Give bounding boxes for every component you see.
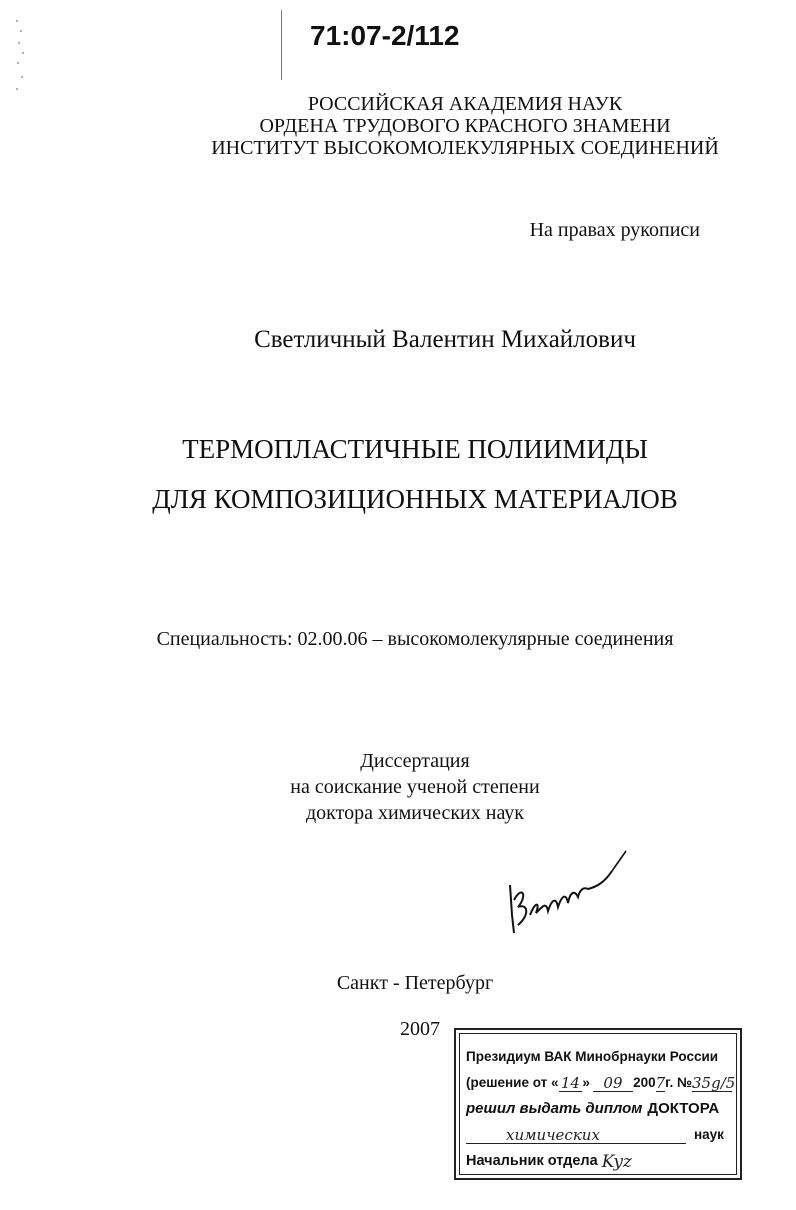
degree-line: Диссертация xyxy=(360,750,470,772)
manuscript-rights-note: На правах рукописи xyxy=(529,219,700,241)
stamp-degree-level: ДОКТОРА xyxy=(647,1100,720,1117)
title-line: ТЕРМОПЛАСТИЧНЫЕ ПОЛИИМИДЫ xyxy=(182,434,648,464)
stamp-year-digit: 7 xyxy=(655,1074,666,1092)
stamp-sciences-label: наук xyxy=(694,1127,724,1142)
stamp-award-line xyxy=(466,1092,732,1118)
stamp-number-label: г. № xyxy=(665,1075,692,1090)
author-name: Светличный Валентин Михайлович xyxy=(254,326,636,353)
organization-line: ОРДЕНА ТРУДОВОГО КРАСНОГО ЗНАМЕНИ xyxy=(259,115,671,137)
dissertation-title xyxy=(100,424,730,524)
stamp-year-prefix: 200 xyxy=(633,1075,656,1090)
title-line: ДЛЯ КОМПОЗИЦИОННЫХ МАТЕРИАЛОВ xyxy=(152,484,678,514)
stamp-head-line xyxy=(466,1144,732,1170)
organization-line: ИНСТИТУТ ВЫСОКОМОЛЕКУЛЯРНЫХ СОЕДИНЕНИЙ xyxy=(211,137,719,159)
stamp-decision-prefix: (решение от « xyxy=(466,1075,559,1090)
stamp-presidium-line xyxy=(466,1040,732,1066)
stamp-presidium-text: Президиум ВАК Минобрнауки России xyxy=(466,1049,719,1064)
stamp-decision-number: 35g/5 xyxy=(692,1074,736,1092)
organization-header xyxy=(180,93,750,159)
city-name: Санкт - Петербург xyxy=(336,972,494,994)
stamp-decision-line xyxy=(466,1066,736,1092)
organization-line: РОССИЙСКАЯ АКАДЕМИЯ НАУК xyxy=(307,93,623,115)
stamp-quote-close: » xyxy=(582,1075,590,1090)
archive-margin-line xyxy=(281,10,282,80)
archive-code: 71:07-2/112 xyxy=(310,20,460,51)
vak-approval-stamp xyxy=(454,1028,742,1180)
degree-block xyxy=(200,748,630,826)
scan-margin-specks xyxy=(14,18,28,218)
publication-year: 2007 xyxy=(400,1018,440,1040)
specialty-line: Специальность: 02.00.06 – высокомолекулярные соединения xyxy=(156,628,674,650)
handwritten-signature-icon xyxy=(500,845,630,935)
degree-line: доктора химических наук xyxy=(305,802,525,824)
stamp-decision-month: 09 xyxy=(593,1075,633,1092)
stamp-head-label: Начальник отдела xyxy=(466,1153,598,1169)
stamp-science-field: химических xyxy=(466,1127,686,1144)
stamp-award-text: решил выдать диплом xyxy=(466,1100,643,1117)
degree-line: на соискание ученой степени xyxy=(290,776,540,798)
stamp-field-line xyxy=(466,1118,732,1144)
stamp-head-signature: Kyz xyxy=(601,1152,632,1172)
stamp-decision-day: 14 xyxy=(559,1075,583,1092)
stamp-inner-frame xyxy=(459,1033,737,1175)
